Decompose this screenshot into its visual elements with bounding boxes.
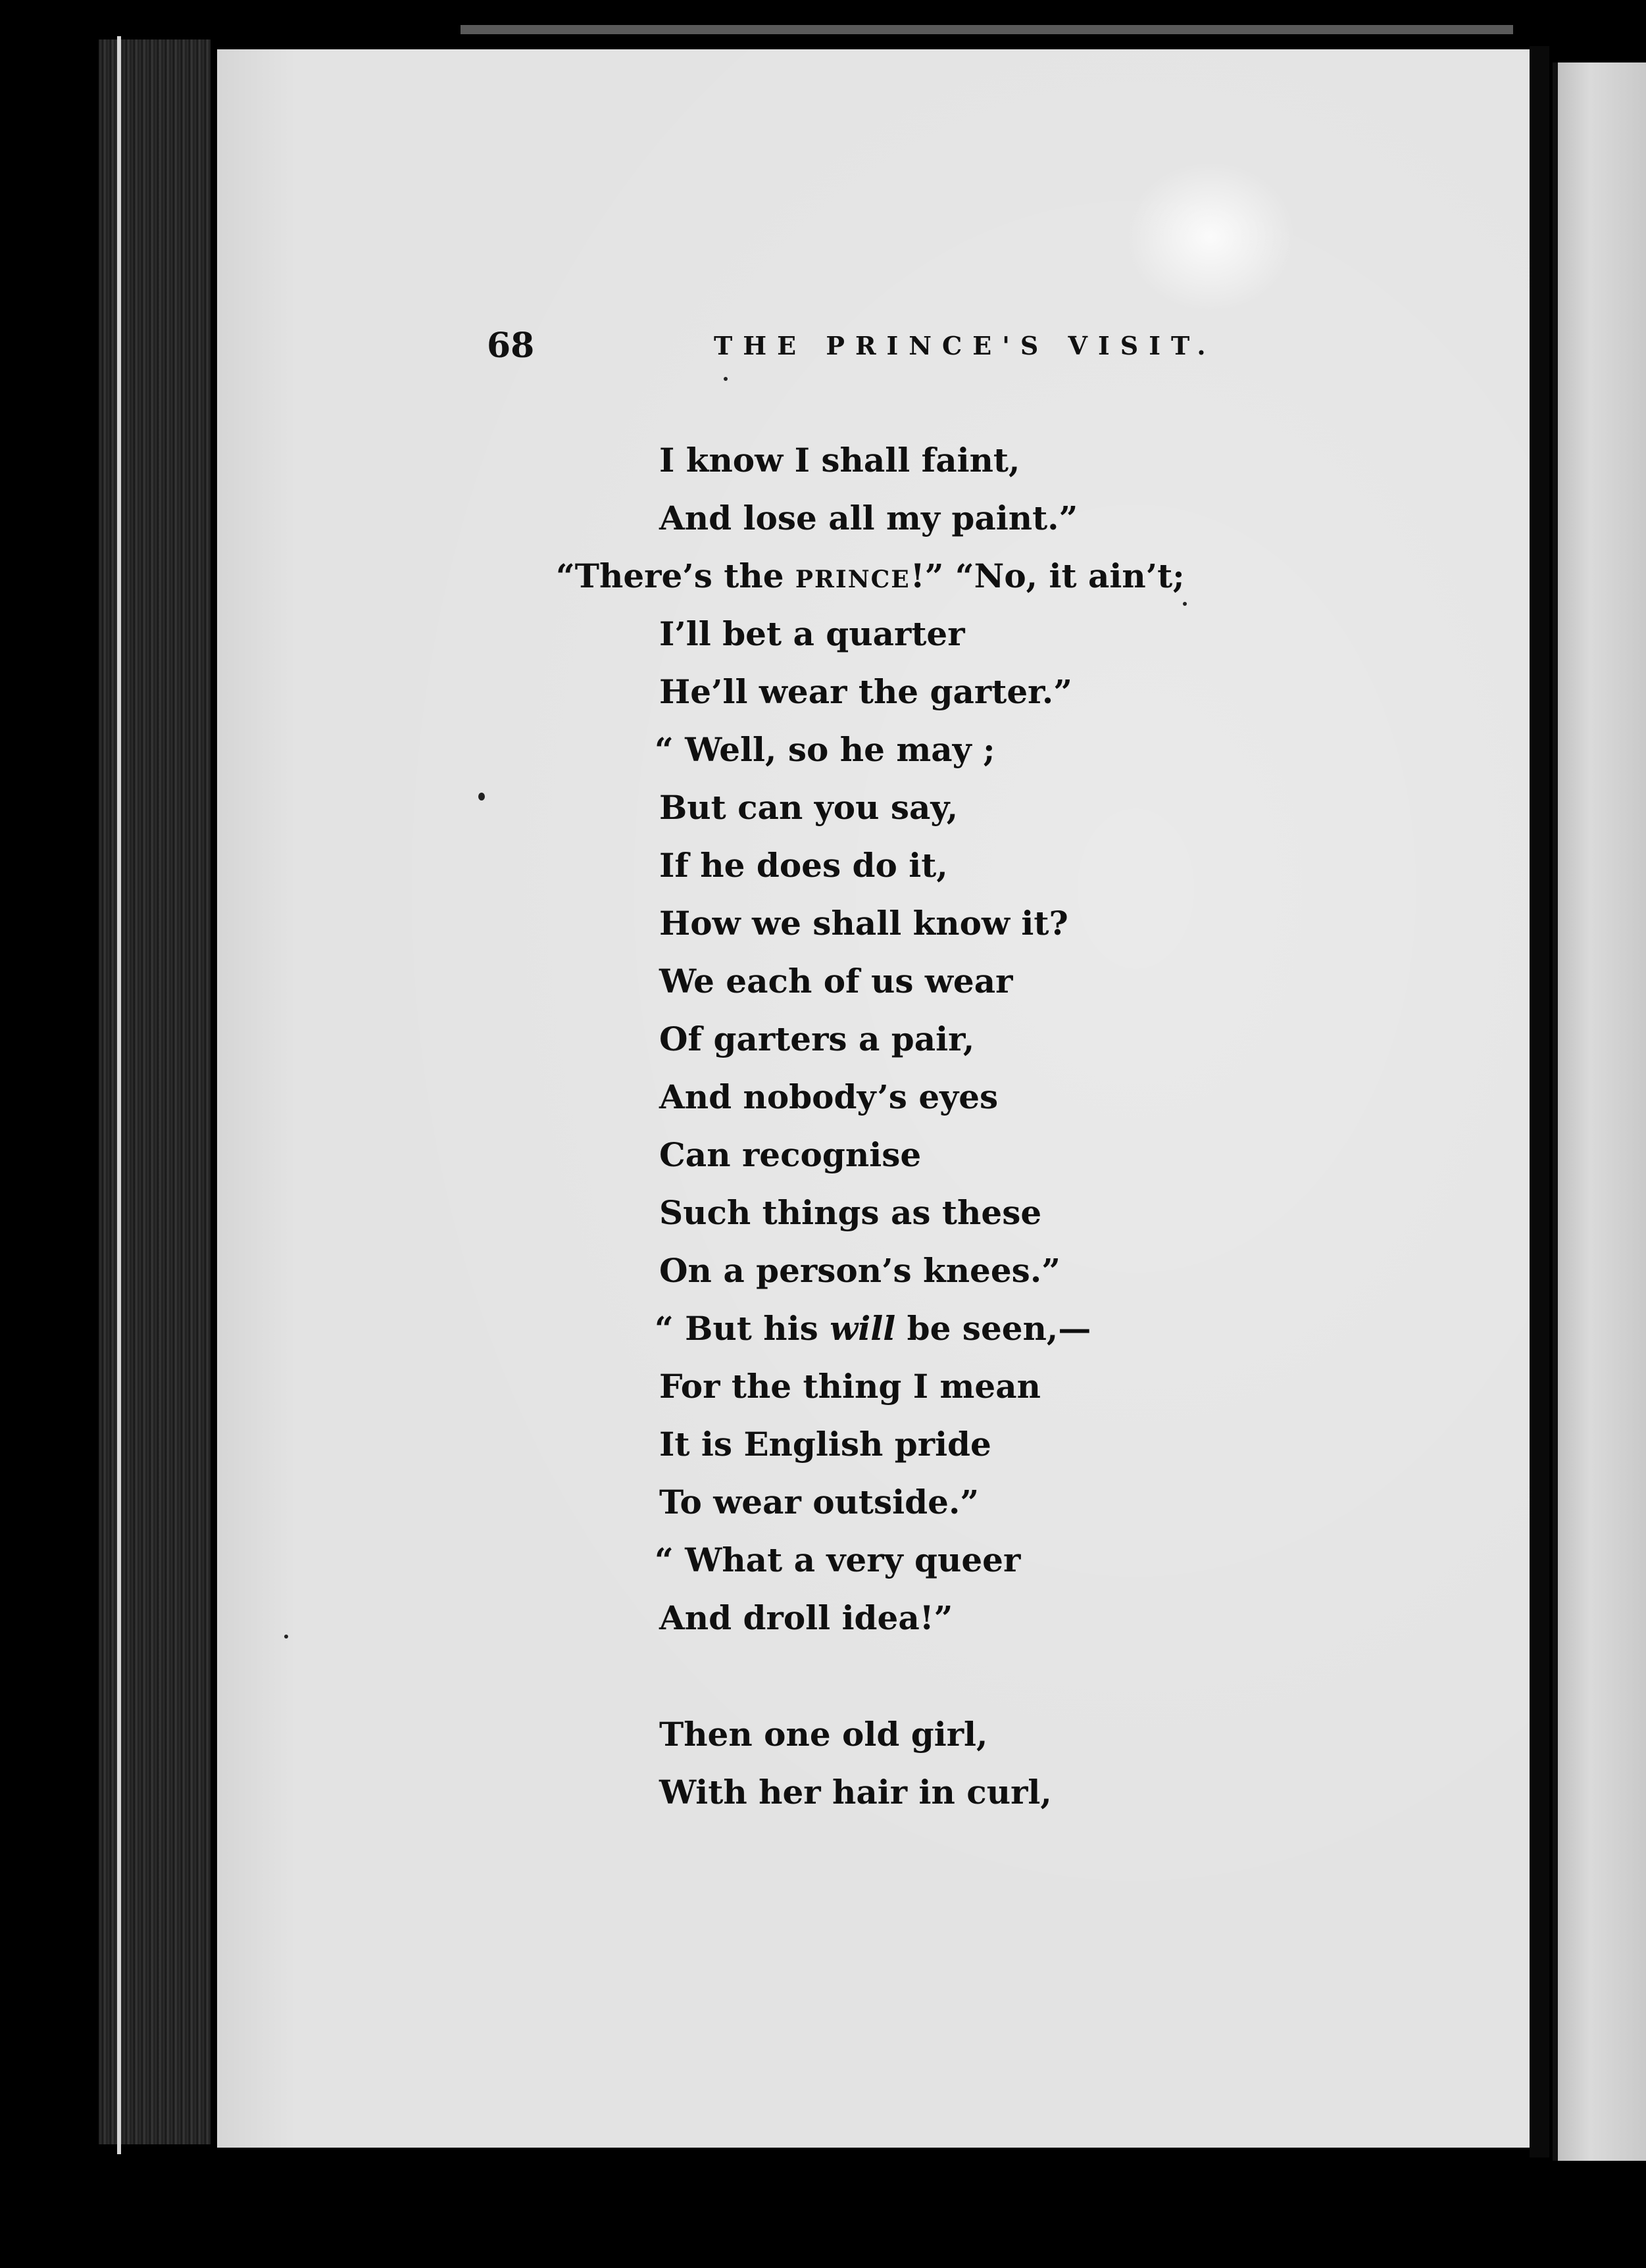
poem-line: And lose all my paint.” bbox=[659, 499, 1078, 537]
scan-top-strip bbox=[461, 25, 1513, 34]
page-gutter bbox=[1530, 46, 1549, 2157]
poem-line: “ Well, so he may ; bbox=[655, 730, 995, 769]
poem-line: How we shall know it? bbox=[659, 904, 1068, 943]
poem-line: With her hair in curl, bbox=[659, 1773, 1052, 1812]
spine-highlight bbox=[117, 36, 121, 2154]
poem-line: I’ll bet a quarter bbox=[659, 614, 965, 653]
poem-line: And nobody’s eyes bbox=[659, 1077, 999, 1116]
poem-line: If he does do it, bbox=[659, 846, 948, 885]
poem-line-part: “ But his bbox=[655, 1309, 830, 1348]
ink-speck bbox=[284, 1635, 288, 1639]
poem-line: “ What a very queer bbox=[655, 1541, 1021, 1579]
book-page bbox=[217, 49, 1530, 2148]
poem-line-part: be seen,— bbox=[895, 1309, 1091, 1348]
poem-line-part: “There’s the bbox=[556, 556, 795, 595]
poem-line bbox=[655, 1309, 1091, 1348]
ink-speck bbox=[478, 793, 485, 801]
poem-line: To wear outside.” bbox=[659, 1483, 980, 1521]
poem-line: And droll idea!” bbox=[659, 1598, 953, 1637]
poem-text bbox=[217, 49, 1530, 2148]
poem-line: Then one old girl, bbox=[659, 1715, 988, 1754]
poem-line: I know I shall faint, bbox=[659, 441, 1020, 480]
poem-line-part: !” “No, it ain’t; bbox=[910, 556, 1185, 595]
page-number: 68 bbox=[487, 326, 535, 366]
ink-speck bbox=[1183, 602, 1187, 606]
poem-line: For the thing I mean bbox=[659, 1367, 1041, 1406]
poem-line: But can you say, bbox=[659, 788, 959, 827]
poem-line: Such things as these bbox=[659, 1193, 1042, 1232]
book-page-stack-edge bbox=[99, 39, 211, 2144]
poem-line: On a person’s knees.” bbox=[659, 1251, 1060, 1290]
poem-line bbox=[556, 556, 1185, 595]
adjacent-page-edge bbox=[1553, 62, 1558, 2161]
small-caps-prince: PRINCE bbox=[795, 566, 910, 593]
italic-word: will bbox=[830, 1309, 896, 1348]
poem-line: Can recognise bbox=[659, 1135, 922, 1174]
poem-line: Of garters a pair, bbox=[659, 1020, 975, 1058]
ink-speck bbox=[724, 377, 728, 381]
poem-line: He’ll wear the garter.” bbox=[659, 672, 1073, 711]
adjacent-page bbox=[1553, 62, 1646, 2161]
poem-line: It is English pride bbox=[659, 1425, 991, 1464]
running-head: THE PRINCE'S VISIT. bbox=[714, 331, 1216, 360]
poem-line: We each of us wear bbox=[659, 962, 1013, 1000]
